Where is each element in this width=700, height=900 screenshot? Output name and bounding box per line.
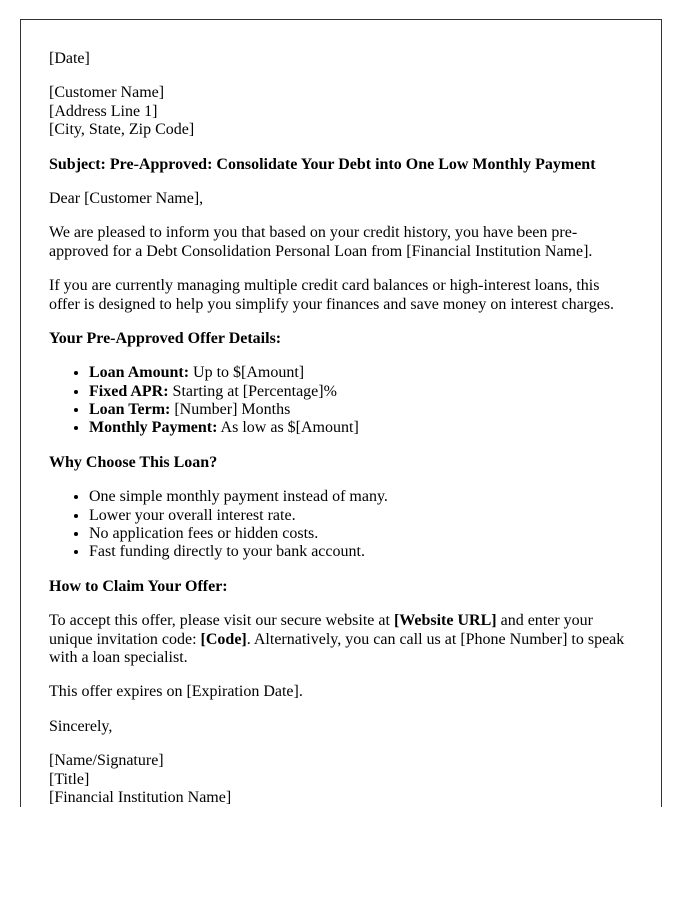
claim-text: To accept this offer, please visit our secure website at [49,612,394,630]
offer-detail-value: [Number] Months [170,401,291,419]
subject-line: Subject: Pre-Approved: Consolidate Your Debt into One Low Monthly Payment [49,155,596,173]
why-choose-item: • Fast funding directly to your bank account. [89,543,633,561]
date-line: [Date] [49,50,90,67]
salutation: Dear [Customer Name], [49,189,204,207]
offer-detail-value: Up to $[Amount] [189,364,305,382]
invitation-code-placeholder: [Code] [200,630,247,648]
signature-title: [Title] [49,770,90,788]
why-choose-item: • Lower your overall interest rate. [89,507,633,525]
offer-details-heading: Your Pre-Approved Offer Details: [49,329,282,347]
offer-detail-item [89,364,633,382]
offer-detail-value: Starting at [Percentage]% [168,382,337,400]
offer-detail-item [89,401,633,419]
why-choose-heading: Why Choose This Loan? [49,453,218,471]
claim-paragraph [49,612,633,667]
signature-name: [Name/Signature] [49,752,164,770]
recipient-name: [Customer Name] [49,84,165,102]
signature-institution: [Financial Institution Name] [49,788,232,806]
offer-detail-label: Loan Term: [89,401,171,419]
why-choose-item: • One simple monthly payment instead of many. [89,488,633,506]
offer-detail-item [89,383,633,401]
intro-paragraph: We are pleased to inform you that based on your credit history, you have been pre-approved for a Debt Consolidation Personal Loan from [Financial Institution Name]. [49,224,593,260]
offer-detail-value: As low as $[Amount] [217,419,359,437]
claim-text: and enter your unique invitation code: [49,612,593,648]
why-choose-list [49,488,633,562]
recipient-city-state-zip: [City, State, Zip Code] [49,121,195,139]
claim-heading: How to Claim Your Offer: [49,577,228,595]
offer-detail-item [89,419,633,437]
recipient-block [49,84,633,139]
claim-text: . Alternatively, you can call us at [Phone Number] to speak with a loan specialist. [49,630,625,666]
loan-offer-letter [20,19,662,807]
offer-detail-label: Fixed APR: [89,382,169,400]
signature-block [49,752,633,807]
why-choose-item: • No application fees or hidden costs. [89,525,633,543]
offer-details-list [49,364,633,438]
closing-line: Sincerely, [49,717,113,735]
offer-detail-label: Monthly Payment: [89,419,218,437]
website-url-placeholder: [Website URL] [393,612,497,630]
recipient-address: [Address Line 1] [49,102,158,120]
offer-detail-label: Loan Amount: [89,364,190,382]
context-paragraph: If you are currently managing multiple credit card balances or high-interest loans, this offer is designed to help you simplify your finances and save money on interest charges. [49,277,615,313]
expiration-line: This offer expires on [Expiration Date]. [49,683,303,701]
